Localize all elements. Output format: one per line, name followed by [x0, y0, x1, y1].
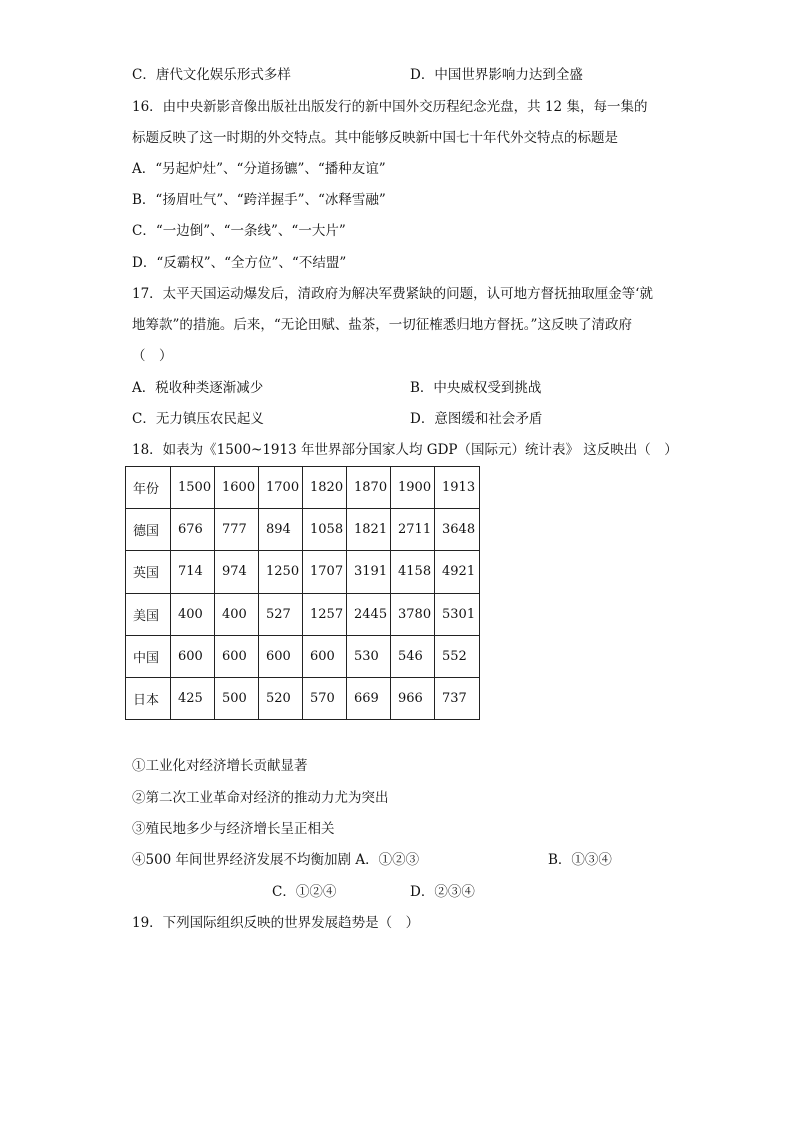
table-cell: 500	[215, 677, 259, 719]
table-cell: 日本	[126, 677, 171, 719]
table-cell: 2711	[391, 509, 435, 551]
table-cell: 425	[171, 677, 215, 719]
table-cell: 669	[347, 677, 391, 719]
table-cell: 5301	[435, 593, 480, 635]
table-cell: 1500	[171, 467, 215, 509]
table-cell: 676	[171, 509, 215, 551]
table-cell: 1257	[303, 593, 347, 635]
q16-option-d: D．“反霸权”、“全方位”、“不结盟”	[132, 255, 347, 271]
table-cell: 1700	[259, 467, 303, 509]
table-cell: 1870	[347, 467, 391, 509]
q15-option-d: D．中国世界影响力达到全盛	[410, 67, 583, 83]
q17-option-c: C．无力镇压农民起义	[132, 411, 264, 427]
table-cell: 1821	[347, 509, 391, 551]
table-cell: 1913	[435, 467, 480, 509]
table-cell: 3191	[347, 551, 391, 593]
table-cell: 552	[435, 635, 480, 677]
q18-item-3: ③殖民地多少与经济增长呈正相关	[132, 821, 335, 837]
q18-option-c: C．①②④	[272, 884, 337, 900]
table-cell: 英国	[126, 551, 171, 593]
table-cell: 美国	[126, 593, 171, 635]
q16-option-a: A．“另起炉灶”、“分道扬镳”、“播种友谊”	[132, 161, 386, 177]
table-cell: 2445	[347, 593, 391, 635]
table-cell: 1058	[303, 509, 347, 551]
table-cell: 德国	[126, 509, 171, 551]
table-cell: 600	[303, 635, 347, 677]
q18-stem: 18．如表为《1500~1913 年世界部分国家人均 GDP（国际元）统计表》 这反映出（ ）	[132, 442, 678, 458]
table-cell: 400	[215, 593, 259, 635]
table-cell: 600	[215, 635, 259, 677]
q17-stem-line-3: （ ）	[132, 348, 173, 364]
table-cell: 714	[171, 551, 215, 593]
table-cell: 400	[171, 593, 215, 635]
q19-stem: 19．下列国际组织反映的世界发展趋势是（ ）	[132, 915, 420, 931]
gdp-table	[125, 466, 480, 720]
table-cell: 777	[215, 509, 259, 551]
table-cell: 中国	[126, 635, 171, 677]
table-cell: 966	[391, 677, 435, 719]
q17-option-b: B．中央威权受到挑战	[410, 380, 542, 396]
table-cell: 4921	[435, 551, 480, 593]
q18-option-b: B．①③④	[548, 852, 612, 868]
table-row	[126, 635, 480, 677]
q15-option-c: C．唐代文化娱乐形式多样	[132, 67, 291, 83]
q16-option-b: B．“扬眉吐气”、“跨洋握手”、“冰释雪融”	[132, 192, 386, 208]
table-cell: 年份	[126, 467, 171, 509]
q17-option-d: D．意图缓和社会矛盾	[410, 411, 543, 427]
q16-stem-line-2: 标题反映了这一时期的外交特点。其中能够反映新中国七十年代外交特点的标题是	[132, 130, 618, 146]
table-cell: 737	[435, 677, 480, 719]
table-cell: 1250	[259, 551, 303, 593]
q18-item-1: ①工业化对经济增长贡献显著	[132, 758, 308, 774]
q16-stem-line-1: 16．由中央新影音像出版社出版发行的新中国外交历程纪念光盘，共 12 集，每一集的	[132, 99, 648, 115]
table-row	[126, 509, 480, 551]
table-cell: 4158	[391, 551, 435, 593]
table-cell: 974	[215, 551, 259, 593]
table-row	[126, 677, 480, 719]
q18-item-4: ④500 年间世界经济发展不均衡加剧 A．①②③	[132, 852, 420, 868]
q16-option-c: C．“一边倒”、“一条线”、“一大片”	[132, 223, 346, 239]
table-cell: 3648	[435, 509, 480, 551]
table-cell: 3780	[391, 593, 435, 635]
q17-option-a: A．税收种类逐渐减少	[132, 380, 264, 396]
q18-option-d: D．②③④	[410, 884, 475, 900]
table-cell: 1707	[303, 551, 347, 593]
table-cell: 1600	[215, 467, 259, 509]
table-cell: 530	[347, 635, 391, 677]
table-cell: 527	[259, 593, 303, 635]
table-cell: 1900	[391, 467, 435, 509]
table-cell: 520	[259, 677, 303, 719]
table-row	[126, 551, 480, 593]
q17-stem-line-1: 17．太平天国运动爆发后，清政府为解决军费紧缺的问题，认可地方督抚抽取厘金等‘就	[132, 286, 653, 302]
table-header-row	[126, 467, 480, 509]
table-row	[126, 593, 480, 635]
table-cell: 600	[259, 635, 303, 677]
table-cell: 894	[259, 509, 303, 551]
table-cell: 600	[171, 635, 215, 677]
table-cell: 1820	[303, 467, 347, 509]
q17-stem-line-2: 地筹款”的措施。后来，“无论田赋、盐茶，一切征榷悉归地方督抚。”这反映了清政府	[132, 317, 632, 333]
table-cell: 546	[391, 635, 435, 677]
table-cell: 570	[303, 677, 347, 719]
q18-item-2: ②第二次工业革命对经济的推动力尤为突出	[132, 790, 389, 806]
